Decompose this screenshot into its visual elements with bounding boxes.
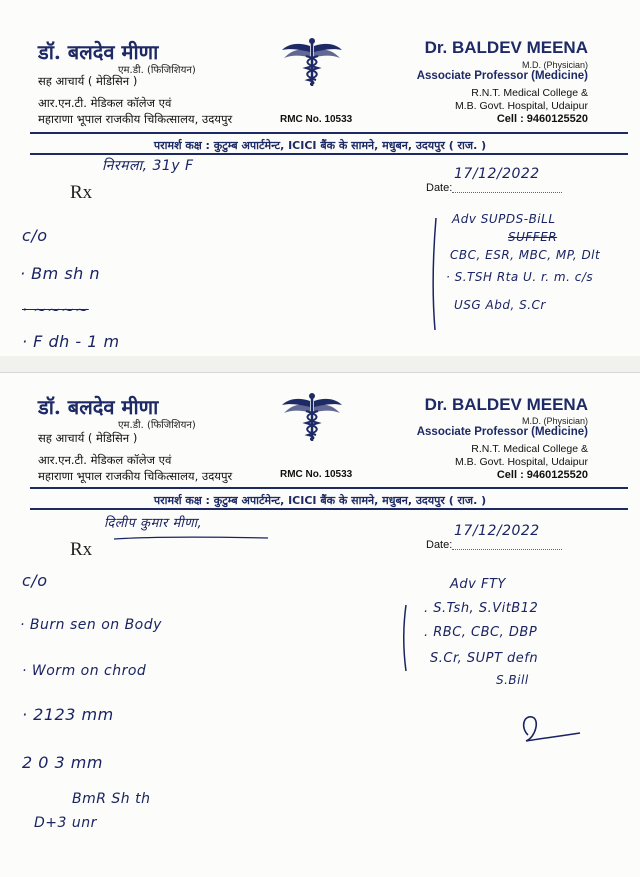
- advice-line: . RBC, CBC, DBP: [424, 625, 538, 640]
- address-rule: [30, 508, 628, 510]
- sheet-gap: [0, 356, 640, 372]
- complaint-line: · F dh - 1 m: [22, 332, 120, 351]
- advice-line: USG Abd, S.Cr: [454, 298, 546, 312]
- complaint-line: · Burn sen on Body: [20, 617, 162, 633]
- doctor-title-hindi: सह आचार्य ( मेडिसिन ): [38, 74, 138, 88]
- rmc-number: RMC No. 10533: [280, 469, 353, 480]
- advice-line: · S.TSH Rta U. r. m. c/s: [446, 270, 594, 284]
- prescription-date: 17/12/2022: [454, 166, 540, 182]
- advice-line: Adv FTY: [450, 577, 506, 592]
- header-rule: [30, 487, 628, 489]
- doctor-title-hindi: सह आचार्य ( मेडिसिन ): [38, 431, 138, 445]
- rx-symbol: Rx: [70, 182, 93, 203]
- date-dotted-line: [452, 549, 562, 550]
- doctor-name-english: Dr. BALDEV MEENA: [424, 38, 588, 57]
- complaint-line: · Bm sh n: [20, 264, 101, 283]
- advice-line: CBC, ESR, MBC, MP, Dlt: [450, 248, 601, 262]
- hospital-english: M.B. Govt. Hospital, Udaipur: [454, 100, 588, 112]
- college-english: R.N.T. Medical College &: [471, 87, 588, 99]
- doctor-title-english: Associate Professor (Medicine): [416, 426, 588, 438]
- date-dotted-line: [452, 192, 562, 193]
- patient-name: दिलीप कुमार मीणा,: [104, 516, 203, 531]
- doctor-name-hindi: डॉ. बलदेव मीणा: [38, 40, 159, 64]
- complaint-line: · Worm on chrod: [22, 663, 147, 679]
- date-label: Date:: [426, 539, 453, 551]
- cell-number: Cell : 9460125520: [496, 469, 588, 481]
- header-rule: [30, 132, 628, 134]
- complaint-line: 2 0 3 mm: [22, 753, 103, 772]
- address-rule: [30, 153, 628, 155]
- college-hindi: आर.एन.टी. मेडिकल कॉलेज एवं: [38, 453, 172, 467]
- doctor-degree-english: M.D. (Physician): [521, 416, 588, 426]
- complaint-line: · 2123 mm: [22, 705, 114, 724]
- rmc-number: RMC No. 10533: [280, 114, 353, 125]
- advice-line: S.Cr, SUPT defn: [430, 651, 539, 666]
- prescription-sheet-1: [0, 0, 640, 356]
- doctor-degree-hindi: एम.डी. (फिजिशियन): [118, 420, 196, 431]
- caduceus-icon: [280, 36, 344, 88]
- college-english: R.N.T. Medical College &: [471, 443, 588, 455]
- complaint-line: D+3 unr: [34, 815, 97, 831]
- prescription-date: 17/12/2022: [454, 523, 540, 539]
- rx-symbol: Rx: [70, 539, 93, 560]
- date-label: Date:: [426, 182, 453, 194]
- hospital-hindi: महाराणा भूपाल राजकीय चिकित्सालय, उदयपुर: [38, 469, 233, 483]
- handwritten-underline: [112, 535, 272, 541]
- doctor-title-english: Associate Professor (Medicine): [416, 70, 588, 82]
- doctor-degree-english: M.D. (Physician): [521, 60, 588, 70]
- hospital-hindi: महाराणा भूपाल राजकीय चिकित्सालय, उदयपुर: [38, 112, 233, 126]
- clinic-address: परामर्श कक्ष : कुटुम्ब अपार्टमेन्ट, ICICI बैंक के सामने, मधुबन, उदयपुर ( राज. ): [153, 139, 487, 152]
- complaint-line: c/o: [22, 226, 48, 245]
- advice-line: Adv SUPDS-BiLL: [452, 212, 556, 226]
- doctor-name-hindi: डॉ. बलदेव मीणा: [38, 395, 159, 419]
- advice-line: S.Bill: [496, 673, 529, 687]
- patient-name: निरमला, 31y F: [102, 158, 194, 174]
- clinic-address: परामर्श कक्ष : कुटुम्ब अपार्टमेन्ट, ICICI बैंक के सामने, मधुबन, उदयपुर ( राज. ): [153, 494, 487, 507]
- doctor-name-english: Dr. BALDEV MEENA: [424, 395, 588, 414]
- complaint-line-struck: · ~~~~: [22, 300, 89, 319]
- hospital-english: M.B. Govt. Hospital, Udaipur: [454, 456, 588, 468]
- prescription-sheet-2: [0, 372, 640, 877]
- cell-number: Cell : 9460125520: [496, 113, 588, 125]
- handwritten-bracket: [430, 214, 440, 334]
- doctor-degree-hindi: एम.डी. (फिजिशियन): [118, 65, 196, 76]
- handwritten-bracket: [400, 603, 410, 673]
- complaint-line: BmR Sh th: [72, 791, 151, 807]
- caduceus-icon: [280, 391, 344, 443]
- college-hindi: आर.एन.टी. मेडिकल कॉलेज एवं: [38, 96, 172, 110]
- advice-line: . S.Tsh, S.VitB12: [424, 601, 539, 616]
- doctor-signature: [514, 707, 584, 747]
- advice-line-struck: SUFFER: [508, 230, 558, 244]
- complaint-line: c/o: [22, 571, 48, 590]
